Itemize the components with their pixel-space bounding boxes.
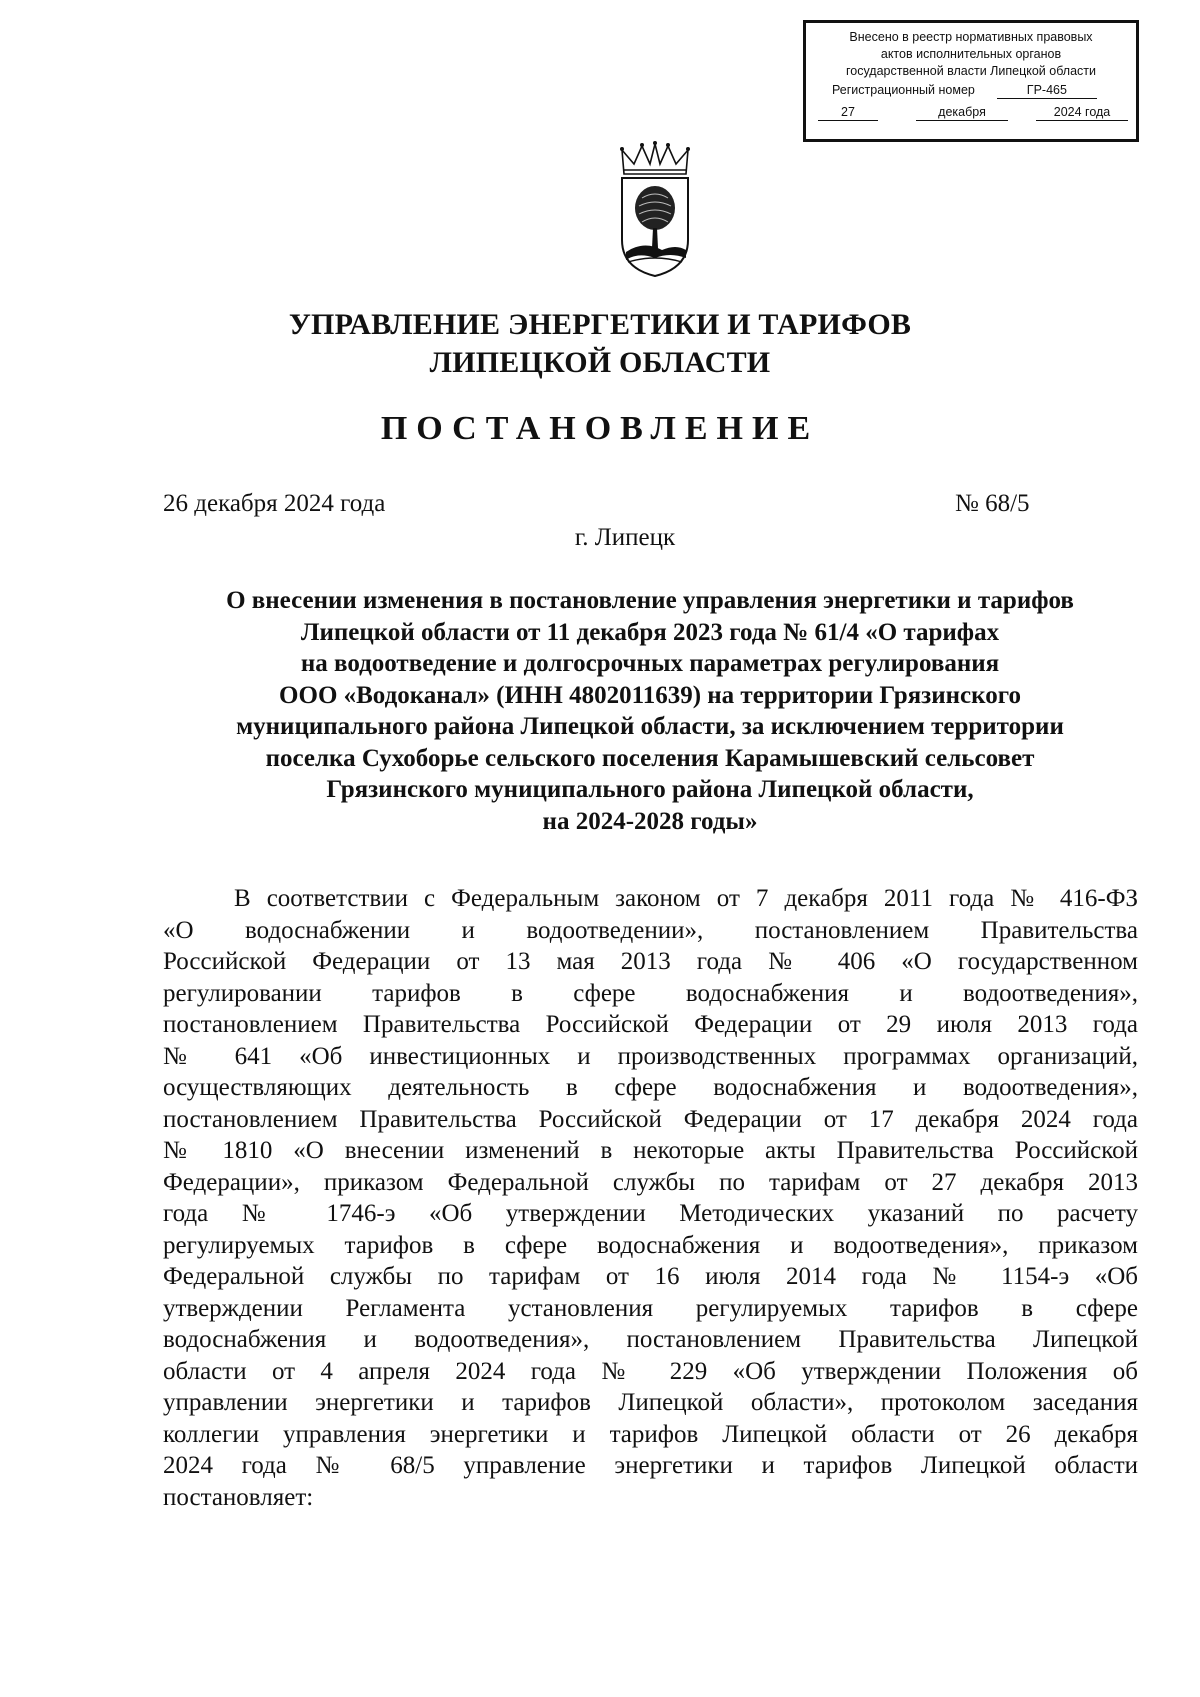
body-line: коллегии управления энергетики и тарифов Липецкой области от 26 декабря	[163, 1420, 1138, 1448]
body-line: года № 1746-э «Об утверждении Методических указаний по расчету	[163, 1200, 1138, 1227]
document-subject	[140, 585, 1160, 837]
subject-line: ООО «Водоканал» (ИНН 4802011639) на территории Грязинского	[279, 681, 1021, 709]
stamp-day: 27	[818, 105, 878, 121]
body-line: № 641 «Об инвестиционных и производственных программах организаций,	[163, 1042, 1138, 1070]
body-line: «О водоснабжении и водоотведении», постановлением Правительства	[163, 916, 1138, 944]
subject-line: поселка Сухоборье сельского поселения Карамышевский сельсовет	[265, 744, 1035, 772]
body-line: 2024 года № 68/5 управление энергетики и тарифов Липецкой области	[163, 1452, 1138, 1479]
subject-line: на 2024-2028 годы»	[542, 807, 758, 835]
subject-line: муниципального района Липецкой области, за исключением территории	[236, 713, 1064, 740]
body-line: области от 4 апреля 2024 года № 229 «Об утверждении Положения об	[163, 1357, 1138, 1385]
stamp-year: 2024 года	[1036, 105, 1128, 121]
subject-line: О внесении изменения в постановление управления энергетики и тарифов	[226, 587, 1074, 614]
body-line: осуществляющих деятельность в сфере водоснабжения и водоотведения»,	[163, 1074, 1138, 1101]
document-type-heading: ПОСТАНОВЛЕНИЕ	[380, 410, 820, 447]
body-line: регулировании тарифов в сфере водоснабжения и водоотведения»,	[163, 979, 1138, 1007]
document-date: 26 декабря 2024 года	[163, 490, 386, 517]
body-line: постановляет:	[163, 1483, 314, 1511]
document-number: № 68/5	[955, 490, 1030, 517]
stamp-month: декабря	[916, 105, 1008, 121]
stamp-line-2: актов исполнительных органов	[880, 47, 1062, 61]
body-line: утверждении Регламента установления регулируемых тарифов в сфере	[163, 1294, 1138, 1322]
coat-of-arms-icon	[614, 140, 696, 278]
body-line: № 1810 «О внесении изменений в некоторые акты Правительства Российской	[163, 1137, 1138, 1164]
organization-title	[0, 306, 1200, 382]
body-line: Федерации», приказом Федеральной службы по тарифам от 27 декабря 2013	[163, 1168, 1138, 1196]
preamble-paragraph	[163, 883, 1138, 1513]
stamp-reg-label: Регистрационный номер	[832, 83, 975, 97]
stamp-line-3: государственной власти Липецкой области	[845, 64, 1097, 78]
body-line: В соответствии с Федеральным законом от 7 декабря 2011 года № 416-ФЗ	[234, 885, 1138, 912]
body-line: постановлением Правительства Российской Федерации от 29 июля 2013 года	[163, 1011, 1138, 1038]
body-line: Российской Федерации от 13 мая 2013 года № 406 «О государственном	[163, 948, 1138, 975]
subject-line: Липецкой области от 11 декабря 2023 года № 61/4 «О тарифах	[300, 618, 1000, 646]
stamp-line-1: Внесено в реестр нормативных правовых	[849, 30, 1093, 44]
org-title-line-1: УПРАВЛЕНИЕ ЭНЕРГЕТИКИ И ТАРИФОВ	[288, 308, 912, 341]
subject-line: на водоотведение и долгосрочных параметрах регулирования	[300, 650, 1000, 677]
org-title-line-2: ЛИПЕЦКОЙ ОБЛАСТИ	[429, 346, 771, 379]
body-line: регулируемых тарифов в сфере водоснабжения и водоотведения», приказом	[163, 1231, 1138, 1259]
body-line: управлении энергетики и тарифов Липецкой области», протоколом заседания	[163, 1389, 1138, 1416]
registry-stamp	[803, 20, 1139, 142]
stamp-reg-number: ГР-465	[997, 83, 1097, 99]
body-line: водоснабжения и водоотведения», постановлением Правительства Липецкой	[163, 1326, 1138, 1353]
body-line: Федеральной службы по тарифам от 16 июля 2014 года № 1154-э «Об	[163, 1263, 1138, 1290]
subject-line: Грязинского муниципального района Липецкой области,	[326, 776, 974, 803]
document-city: г. Липецк	[574, 524, 676, 551]
body-line: постановлением Правительства Российской Федерации от 17 декабря 2024 года	[163, 1105, 1138, 1133]
